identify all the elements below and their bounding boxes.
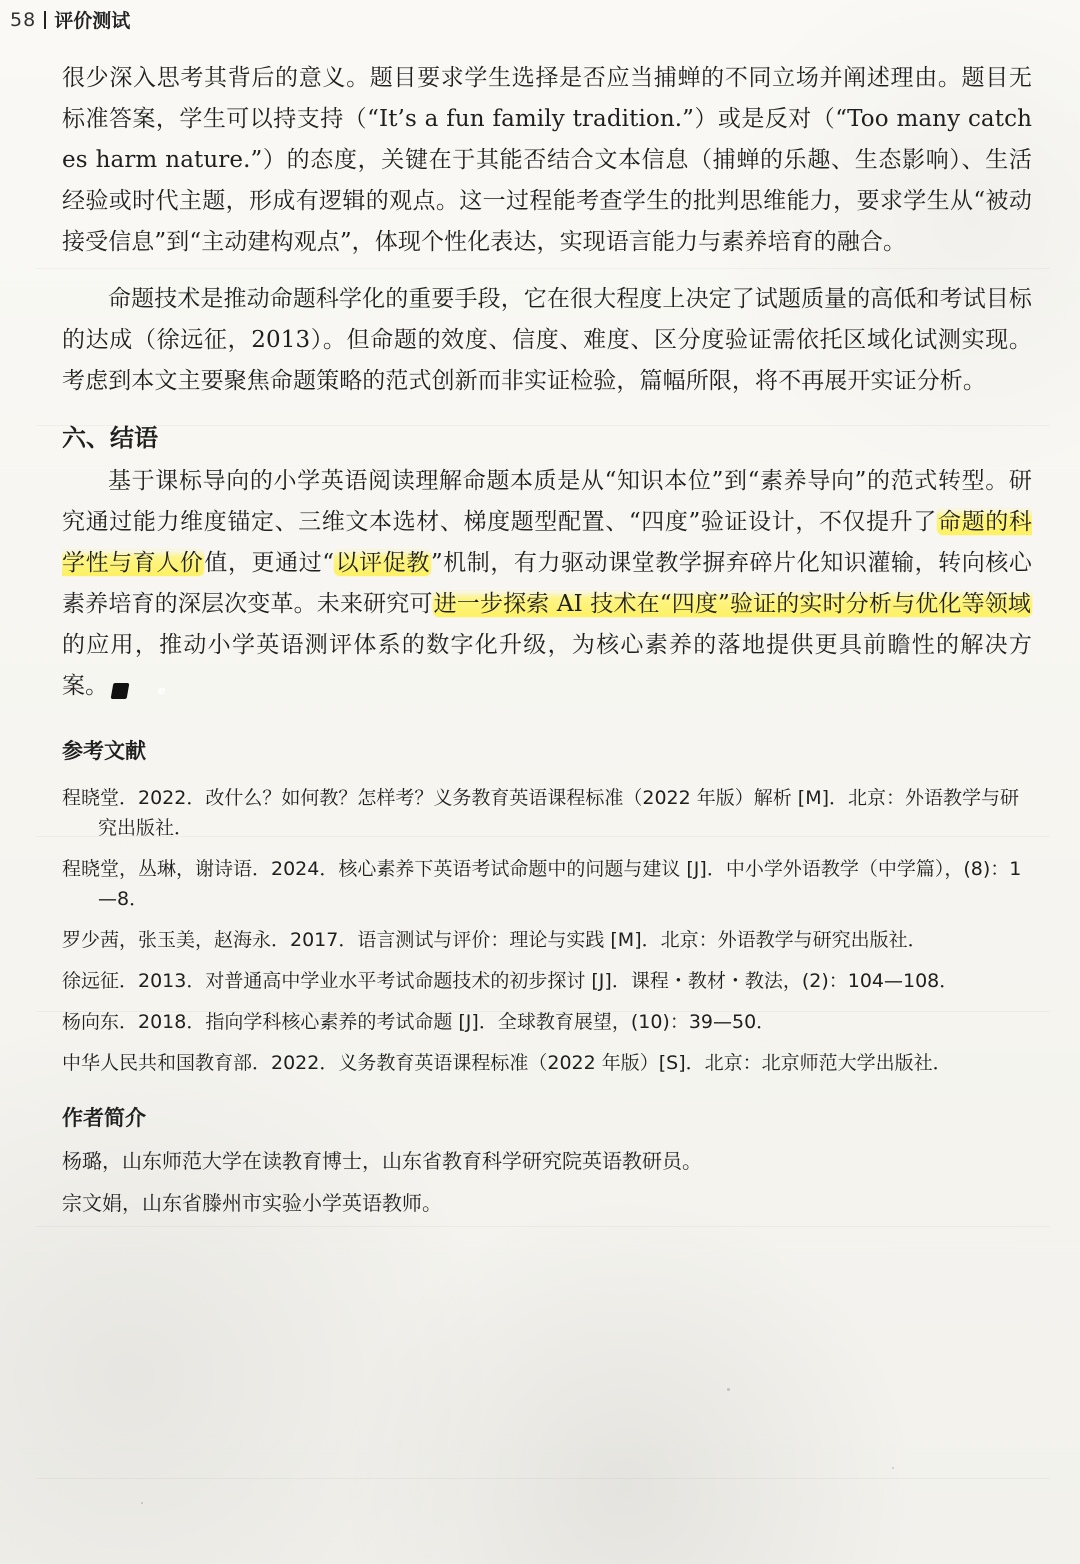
- references-list: [62, 783, 1032, 1078]
- scan-dust: [892, 1467, 894, 1469]
- reference-item: 中华人民共和国教育部．2022．义务教育英语课程标准（2022 年版）[S]．北京：北京师范大学出版社．: [62, 1052, 952, 1074]
- scan-dust: [727, 1388, 730, 1391]
- conclusion-text: 基于课标导向的小学英语阅读理解命题本质是从“知识本位”到“素养导向”的范式转型。研究通过能力维度锚定、三维文本选材、梯度题型配置、“四度”验证设计，不仅提升了: [62, 468, 1032, 535]
- scan-line: [36, 1478, 1050, 1479]
- highlighted-text: 进一步探索 AI 技术在“四度”验证的实时分析与优化等领域: [433, 591, 1032, 617]
- reference-item: 徐远征．2013．对普通高中学业水平考试命题技术的初步探讨 [J]．课程・教材・教法，(2)：104—108．: [62, 970, 959, 992]
- body-paragraph: 命题技术是推动命题科学化的重要手段，它在很大程度上决定了试题质量的高低和考试目标的达成（徐远征，2013）。但命题的效度、信度、难度、区分度验证需依托区域化试测实现。考虑到本文主要聚焦命题策略的范式创新而非实证检验，篇幅所限，将不再展开实证分析。: [62, 286, 1032, 394]
- author-section: [62, 1102, 1032, 1220]
- conclusion-text: ”机制，有力驱动课堂教学摒弃碎片化知识灌输，转向核心素养培育的深层次变革。未来研究可: [62, 550, 1032, 617]
- running-section-title: 评价测试: [54, 10, 131, 32]
- reference-item: 程晓堂，丛琳，谢诗语．2024．核心素养下英语考试命题中的问题与建议 [J]．中小学外语教学（中学篇），(8)：1—8．: [62, 858, 1022, 910]
- body-paragraph: 很少深入思考其背后的意义。题目要求学生选择是否应当捕蝉的不同立场并阐述理由。题目无标准答案，学生可以持支持（“It’s a fun family tradition.”）或是反对（“Too many catches harm nature.”）的态度，关键在于其能否结合文本信息（捕蝉的乐趣、生态影响）、生活经验或时代主题，形成有逻辑的观点。这一过程能考查学生的批判思维能力，要求学生从“被动接受信息”到“主动建构观点”，体现个性化表达，实现语言能力与素养培育的融合。: [62, 65, 1032, 255]
- conclusion-text: 值，更通过“: [204, 550, 335, 576]
- section-heading: 六、结语: [62, 424, 158, 452]
- page-number: 58: [10, 8, 37, 31]
- end-mark-icon: e: [111, 683, 130, 699]
- author-title: 作者简介: [62, 1106, 146, 1130]
- reference-item: 程晓堂．2022．改什么？如何教？怎样考？义务教育英语课程标准（2022 年版）解析 [M]．北京：外语教学与研究出版社．: [62, 787, 1020, 839]
- author-bio: 宗文娟，山东省滕州市实验小学英语教师。: [62, 1191, 442, 1215]
- conclusion-text: 的应用，推动小学英语测评体系的数字化升级，为核心素养的落地提供更具前瞻性的解决方案。: [62, 632, 1032, 699]
- main-content: [62, 58, 1032, 1228]
- references-title: 参考文献: [62, 739, 146, 763]
- conclusion-paragraph: [62, 461, 1032, 707]
- highlighted-text: 以评促教: [335, 550, 430, 576]
- page-header: [10, 6, 130, 33]
- author-bio: 杨璐，山东师范大学在读教育博士，山东省教育科学研究院英语教研员。: [62, 1149, 702, 1173]
- highlighted-text: 命题的科学性与育人价: [62, 509, 1032, 576]
- reference-item: 杨向东．2018．指向学科核心素养的考试命题 [J]．全球教育展望，(10)：39—50．: [62, 1011, 776, 1033]
- header-divider: [44, 11, 46, 29]
- scan-dust: [141, 1502, 143, 1504]
- reference-item: 罗少茜，张玉美，赵海永．2017．语言测试与评价：理论与实践 [M]．北京：外语教学与研究出版社．: [62, 929, 927, 951]
